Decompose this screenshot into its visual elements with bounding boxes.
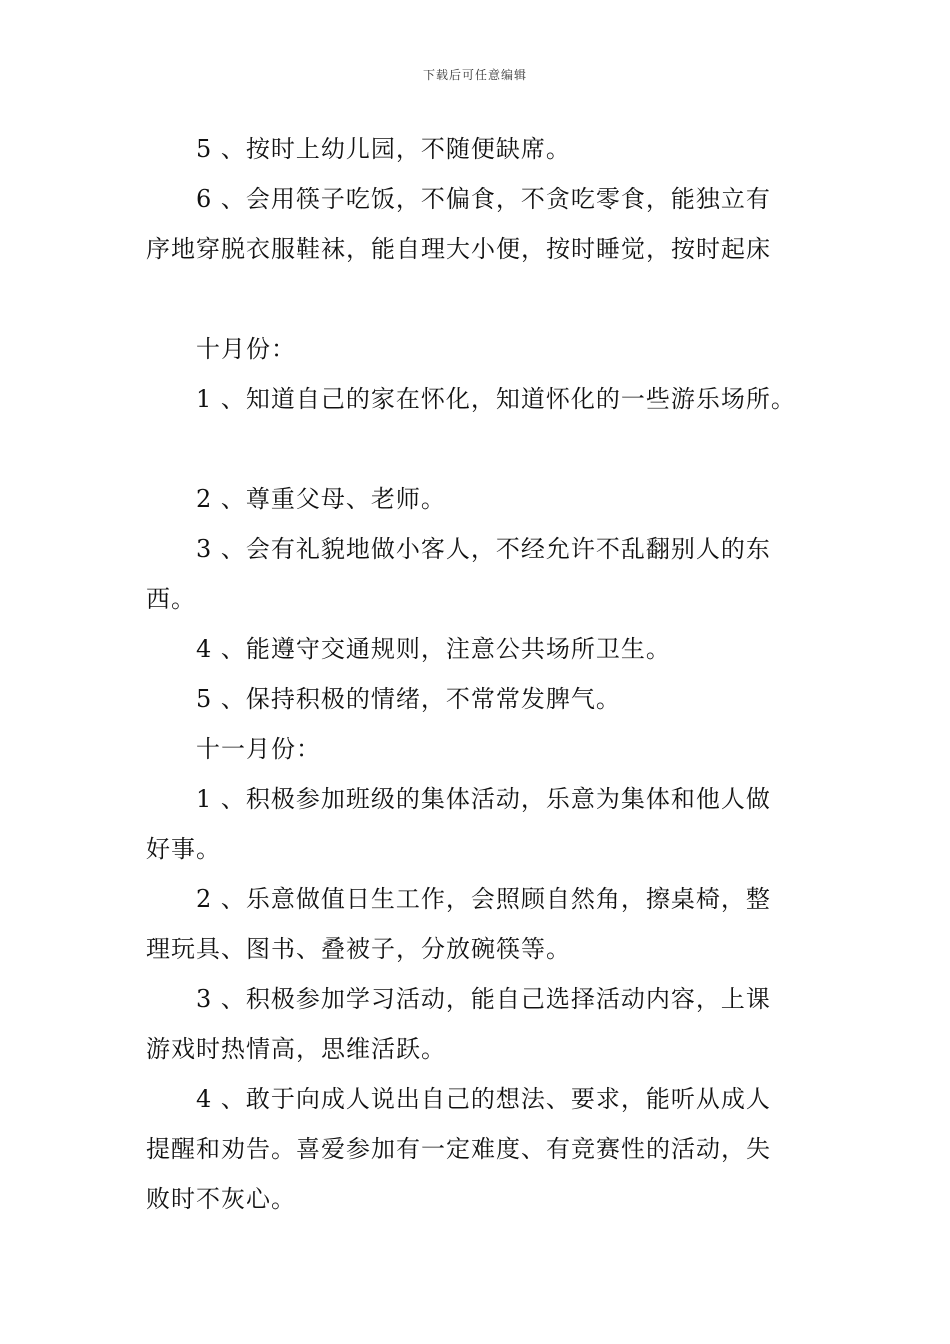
list-item-continuation: 游戏时热情高，思维活跃。 [146, 1035, 446, 1063]
list-item-continuation: 好事。 [146, 835, 221, 863]
document-body [146, 124, 814, 1224]
list-item: 1 、知道自己的家在怀化，知道怀化的一些游乐场所。 [196, 385, 796, 413]
list-item: 5 、按时上幼儿园，不随便缺席。 [196, 135, 571, 163]
list-item: 3 、会有礼貌地做小客人，不经允许不乱翻别人的东 [196, 535, 771, 563]
page-header: 下载后可任意编辑 [422, 68, 527, 82]
list-item: 6 、会用筷子吃饭，不偏食，不贪吃零食，能独立有 [196, 185, 771, 213]
section-heading-october: 十月份： [196, 335, 296, 363]
list-item-continuation: 提醒和劝告。喜爱参加有一定难度、有竞赛性的活动，失 [146, 1135, 771, 1163]
list-item: 4 、敢于向成人说出自己的想法、要求，能听从成人 [196, 1085, 771, 1113]
list-item-continuation: 败时不灰心。 [146, 1185, 296, 1213]
list-item-continuation: 序地穿脱衣服鞋袜，能自理大小便，按时睡觉，按时起床 [146, 235, 771, 263]
list-item: 4 、能遵守交通规则，注意公共场所卫生。 [196, 635, 671, 663]
list-item: 2 、乐意做值日生工作，会照顾自然角，擦桌椅，整 [196, 885, 771, 913]
list-item: 1 、积极参加班级的集体活动，乐意为集体和他人做 [196, 785, 771, 813]
list-item-continuation: 西。 [146, 585, 196, 613]
paragraph-gap [146, 274, 814, 324]
list-item-continuation: 理玩具、图书、叠被子，分放碗筷等。 [146, 935, 571, 963]
list-item: 3 、积极参加学习活动，能自己选择活动内容，上课 [196, 985, 771, 1013]
paragraph-gap [146, 424, 814, 474]
list-item: 2 、尊重父母、老师。 [196, 485, 446, 513]
section-heading-november: 十一月份： [196, 735, 321, 763]
list-item: 5 、保持积极的情绪，不常常发脾气。 [196, 685, 621, 713]
